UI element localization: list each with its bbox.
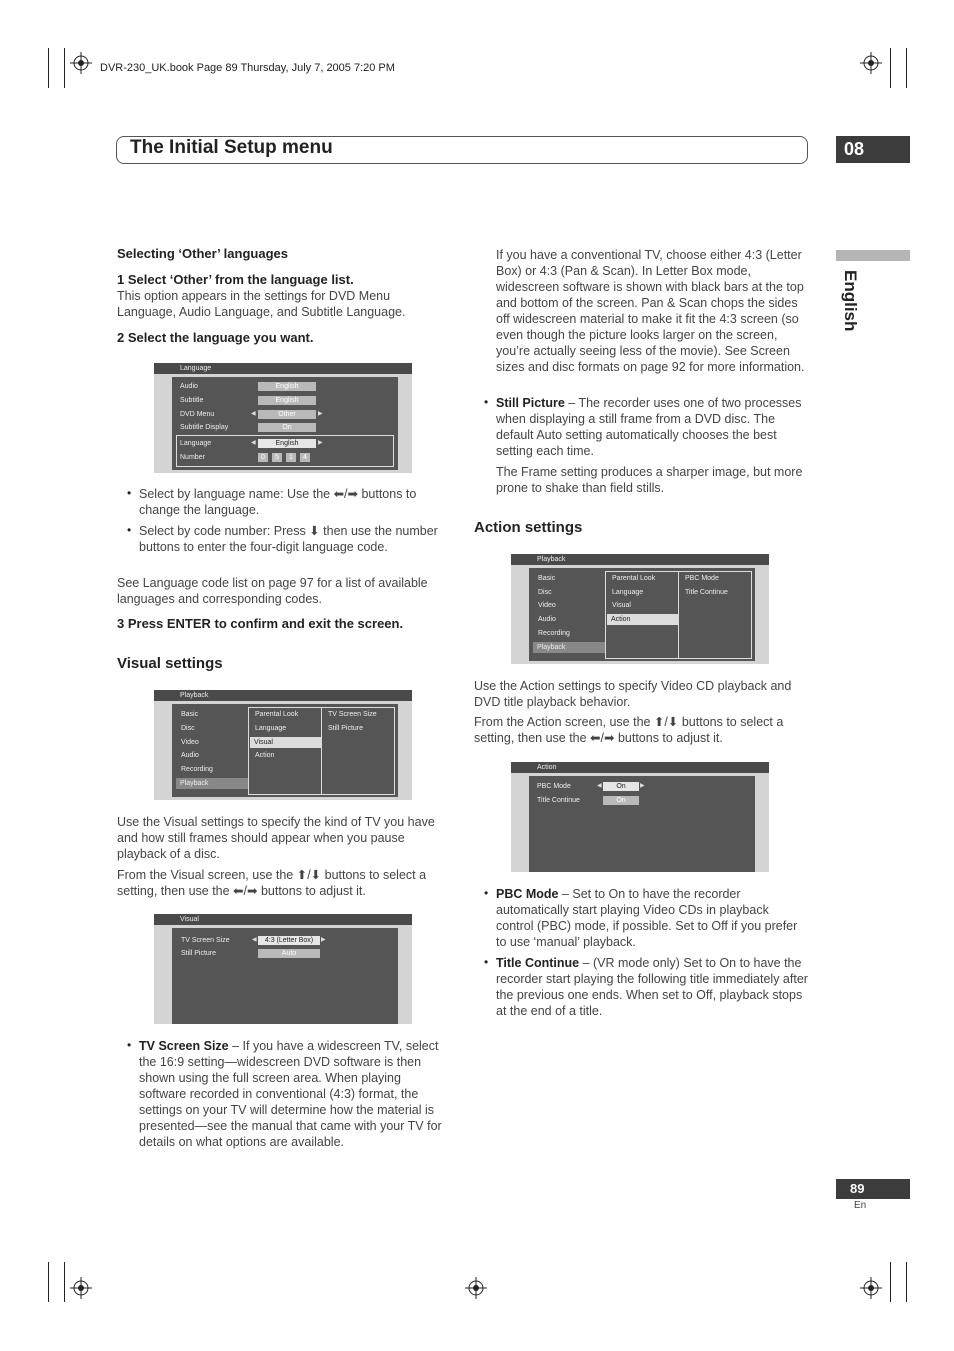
bullet-marker: • (484, 395, 489, 409)
osd-row-value: On (603, 782, 639, 791)
bullet-marker: • (127, 486, 132, 500)
osd-title: Playback (511, 554, 769, 565)
crop-mark (48, 48, 49, 88)
osd-option-item: Still Picture (328, 725, 364, 732)
section-heading: Selecting ‘Other’ languages (117, 246, 288, 261)
bullet-marker: • (484, 955, 489, 969)
registration-mark-icon (465, 1277, 487, 1299)
language-tab-bar (836, 250, 910, 261)
page-number: 89 (836, 1179, 910, 1199)
osd-playback-visual-screen (154, 690, 412, 800)
crop-mark (890, 1262, 891, 1302)
osd-row-label: Subtitle Display (180, 424, 229, 431)
osd-row-value: English (258, 396, 316, 405)
still-picture-bullet (496, 395, 808, 459)
registration-mark-icon (70, 1277, 92, 1299)
osd-menu-item: Recording (181, 766, 213, 773)
osd-panel (529, 776, 755, 872)
osd-row-value: On (258, 423, 316, 432)
osd-menu-item-selected: Playback (533, 642, 605, 653)
osd-options-column (678, 571, 752, 659)
action-settings-heading: Action settings (474, 519, 583, 536)
osd-row-label: PBC Mode (537, 783, 571, 790)
osd-menu-item: Audio (538, 616, 556, 623)
osd-menu-item: Recording (538, 630, 570, 637)
bullet-language-name: Select by language name: Use the ⬅/➡ buttons to change the language. (139, 487, 417, 517)
crop-mark (64, 48, 65, 88)
osd-submenu-item-selected: Action (607, 614, 678, 625)
file-info: DVR-230_UK.book Page 89 Thursday, July 7, 2005 7:20 PM (100, 62, 395, 74)
osd-visual-screen (154, 914, 412, 1024)
registration-mark-icon (860, 1277, 882, 1299)
bullet-marker: • (127, 523, 132, 537)
pbc-mode-term: PBC Mode (496, 887, 559, 901)
step-2: 2 Select the language you want. (117, 330, 314, 345)
pbc-mode-bullet (496, 886, 806, 950)
osd-menu-item: Audio (181, 752, 199, 759)
action-navigation: From the Action screen, use the ⬆/⬇ buttons to select a setting, then use the ⬅/➡ buttons to adjust it. (474, 715, 784, 745)
osd-submenu-column (248, 707, 322, 795)
title-continue-term: Title Continue (496, 956, 580, 970)
title-continue-bullet (496, 955, 808, 1019)
arrow-right-icon: ▶ (321, 937, 326, 943)
bullet-code-number: Select by code number: Press ⬇ then use the number buttons to enter the four-digit language code. (139, 524, 438, 554)
osd-digit: 1 (286, 453, 296, 462)
osd-option-item: PBC Mode (685, 575, 719, 582)
osd-menu-item: Video (538, 602, 556, 609)
osd-title: Action (511, 762, 769, 773)
arrow-left-icon: ◀ (252, 937, 257, 943)
osd-lang-value: English (258, 439, 316, 448)
visual-navigation: From the Visual screen, use the ⬆/⬇ buttons to select a setting, then use the ⬅/➡ buttons to adjust it. (117, 868, 427, 898)
osd-digit: 4 (300, 453, 310, 462)
osd-options-column (321, 707, 395, 795)
step-1-text: This option appears in the settings for DVD Menu Language, Audio Language, and Subtitle Language. (117, 289, 406, 319)
osd-digit: 5 (272, 453, 282, 462)
conventional-tv-text: If you have a conventional TV, choose either 4:3 (Letter Box) or 4:3 (Pan & Scan). In Letter Box mode, widescreen software is shown with black bars at the top and bottom of the screen. Pan & Scan chops the sides off widescreen material to make it fit the 4:3 screen (so even though the picture looks larger on the screen, you’re actually seeing less of the movie). See Screen sizes and disc formats on page 92 for more information. (496, 248, 805, 374)
step-1: 1 Select ‘Other’ from the language list. (117, 272, 354, 287)
visual-settings-heading: Visual settings (117, 655, 223, 672)
osd-submenu-item: Language (612, 589, 644, 596)
osd-submenu-item: Parental Look (255, 711, 299, 718)
osd-title: Playback (154, 690, 412, 701)
osd-language-screen (154, 363, 412, 473)
page-language-code: En (854, 1200, 867, 1211)
crop-mark (64, 1262, 65, 1302)
osd-menu-item-selected: Playback (176, 778, 248, 789)
osd-submenu-item-selected: Visual (250, 737, 321, 748)
tv-screen-size-text: – If you have a widescreen TV, select the 16:9 setting—widescreen DVD software is then shown using the full screen area. When playing software recorded in conventional (4:3) format, the settings on your TV will determine how the material is presented—see the manual that came with your TV for details on what options are available. (139, 1039, 442, 1149)
action-intro: Use the Action settings to specify Video CD playback and DVD title playback behavior. (474, 679, 792, 709)
tv-screen-size-bullet (139, 1038, 451, 1150)
osd-menu-item: Video (181, 739, 199, 746)
osd-row-label: Title Continue (537, 797, 580, 804)
osd-row-value: 4:3 (Letter Box) (258, 936, 320, 945)
still-picture-term: Still Picture (496, 396, 565, 410)
bullet-marker: • (127, 1038, 132, 1052)
osd-option-item: TV Screen Size (328, 711, 377, 718)
osd-row-label: DVD Menu (180, 411, 215, 418)
crop-mark (890, 48, 891, 88)
registration-mark-icon (70, 52, 92, 74)
crop-mark (906, 1262, 907, 1302)
osd-lang-label: Language (180, 440, 212, 447)
crop-mark (48, 1262, 49, 1302)
see-language-code: See Language code list on page 97 for a list of available languages and corresponding codes. (117, 576, 428, 606)
osd-submenu-item: Parental Look (612, 575, 656, 582)
osd-row-value: Other (258, 410, 316, 419)
osd-playback-action-screen (511, 554, 769, 664)
osd-menu-item: Basic (181, 711, 199, 718)
osd-submenu-item: Visual (612, 602, 631, 609)
pbc-mode-text: – Set to On to have the recorder automatically start playing Video CDs in playback control (PBC) mode, if possible. Set to Off if you prefer to use ‘manual’ playback. (496, 887, 798, 949)
arrow-left-icon: ◀ (597, 783, 602, 789)
arrow-left-icon: ◀ (251, 440, 256, 446)
osd-action-screen (511, 762, 769, 872)
osd-option-item: Title Continue (685, 589, 728, 596)
title-continue-text: – (VR mode only) Set to On to have the recorder start playing the following title immediately after the previous one ends. When set to Off, playback stops at the end of a title. (496, 956, 808, 1018)
still-picture-text: – The recorder uses one of two processes when displaying a still frame from a DVD disc. The default Auto setting automatically chooses the best setting each time. (496, 396, 802, 458)
osd-title: Language (154, 363, 412, 374)
language-tab-label: English (841, 270, 860, 332)
chapter-number: 08 (836, 136, 910, 163)
arrow-left-icon: ◀ (251, 411, 256, 417)
visual-intro: Use the Visual settings to specify the kind of TV you have and how still frames should appear when you pause playback of a disc. (117, 815, 435, 861)
crop-mark (906, 48, 907, 88)
osd-menu-item: Disc (181, 725, 195, 732)
osd-row-label: Audio (180, 383, 198, 390)
tv-screen-size-term: TV Screen Size (139, 1039, 229, 1053)
osd-title: Visual (154, 914, 412, 925)
osd-row-value: English (258, 382, 316, 391)
osd-submenu-item: Action (255, 752, 275, 759)
osd-row-label: Subtitle (180, 397, 204, 404)
osd-row-label: Still Picture (181, 950, 217, 957)
bullet-marker: • (484, 886, 489, 900)
osd-row-value: On (603, 796, 639, 805)
osd-menu-item: Disc (538, 589, 552, 596)
step-3: 3 Press ENTER to confirm and exit the screen. (117, 616, 404, 631)
osd-row-value: Auto (258, 949, 320, 958)
osd-menu-item: Basic (538, 575, 556, 582)
osd-row-label: TV Screen Size (181, 937, 230, 944)
page-title: The Initial Setup menu (130, 137, 333, 158)
osd-number-label: Number (180, 454, 205, 461)
arrow-right-icon: ▶ (318, 411, 323, 417)
osd-digit: 0 (258, 453, 268, 462)
osd-submenu-item: Language (255, 725, 287, 732)
arrow-right-icon: ▶ (318, 440, 323, 446)
arrow-right-icon: ▶ (640, 783, 645, 789)
registration-mark-icon (860, 52, 882, 74)
frame-text: The Frame setting produces a sharper image, but more prone to shake than field stills. (496, 465, 803, 495)
